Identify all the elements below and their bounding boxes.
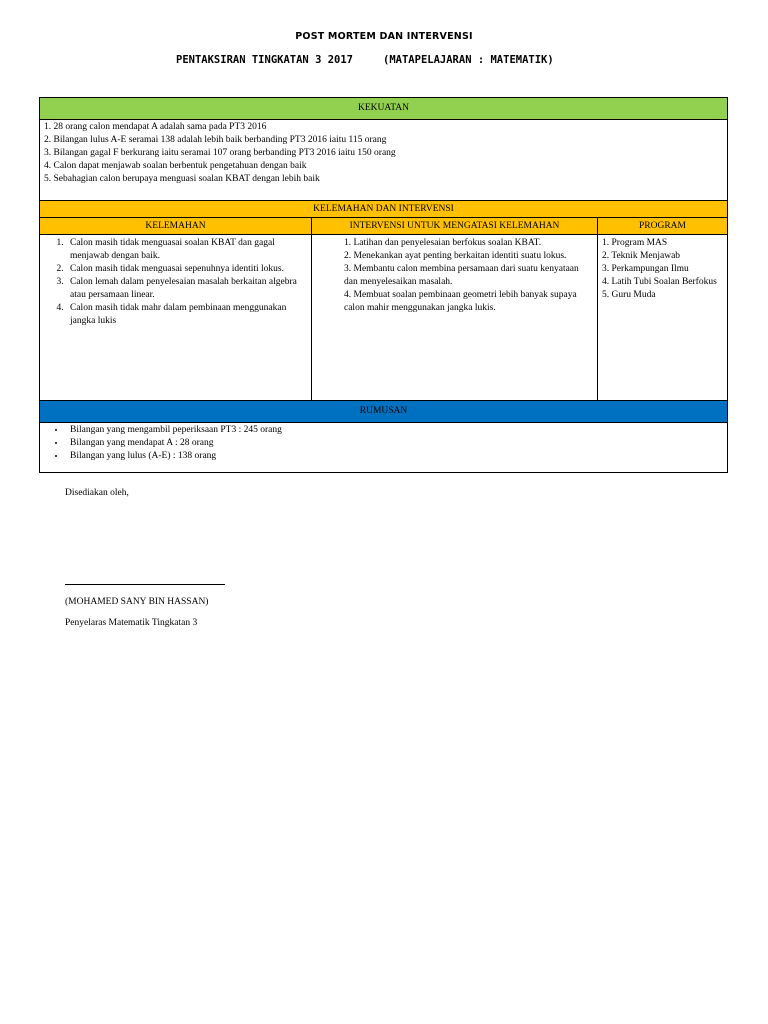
program-item: 2. Teknik Menjawab	[602, 251, 681, 261]
kekuatan-list	[40, 120, 728, 201]
rumusan-item: • Bilangan yang lulus (A-E) : 138 orang	[66, 450, 723, 463]
program-item: 3. Perkampungan Ilmu	[602, 264, 689, 274]
rumusan-list	[44, 424, 723, 463]
kelemahan-item: 1. Calon masih tidak menguasai soalan KBAT dan gagal menjawab dengan baik.	[66, 237, 307, 263]
rumusan-item: • Bilangan yang mengambil peperiksaan PT3 : 245 orang	[66, 424, 723, 437]
program-item: 1. Program MAS	[602, 238, 668, 248]
post-mortem-table	[39, 97, 728, 473]
intervensi-item: 4. Membuat soalan pembinaan geometri lebih banyak supaya calon mahir menggunakan jangka lukis.	[344, 290, 577, 313]
intervensi-item: 3. Membantu calon membina persamaan dari suatu kenyataan dan menyelesaikan masalah.	[344, 264, 579, 287]
kekuatan-item: 2. Bilangan lulus A-E seramai 138 adalah lebih baik berbanding PT3 2016 iaitu 115 orang	[44, 135, 387, 145]
kekuatan-item: 4. Calon dapat menjawab soalan berbentuk pengetahuan dengan baik	[44, 161, 307, 171]
rumusan-cell	[40, 423, 728, 473]
kekuatan-item: 1. 28 orang calon mendapat A adalah sama pada PT3 2016	[44, 122, 267, 132]
document-subtitle	[176, 54, 736, 66]
kelemahan-list	[44, 237, 307, 328]
intervensi-cell	[312, 235, 598, 401]
prepared-by-label: Disediakan oleh,	[65, 488, 129, 498]
kelemahan-item: 2. Calon masih tidak menguasai sepenuhnya identiti lokus.	[66, 263, 307, 276]
kelemahan-item: 3. Calon lemah dalam penyelesaian masalah berkaitan algebra atau persamaan linear.	[66, 276, 307, 302]
signature-line	[65, 584, 225, 585]
subtitle-subject: (MATAPELAJARAN : MATEMATIK)	[383, 54, 554, 66]
col-header-kelemahan: KELEMAHAN	[40, 218, 312, 235]
kelemahan-item: 4. Calon masih tidak mahr dalam pembinaan menggunakan jangka lukis	[66, 302, 307, 328]
program-item: 4. Latih Tubi Soalan Berfokus	[602, 277, 717, 287]
col-header-intervensi: INTERVENSI UNTUK MENGATASI KELEMAHAN	[312, 218, 598, 235]
program-item: 5. Guru Muda	[602, 290, 656, 300]
col-header-program: PROGRAM	[598, 218, 728, 235]
program-cell	[598, 235, 728, 401]
kekuatan-heading: KEKUATAN	[40, 98, 728, 120]
preparer-position: Penyelaras Matematik Tingkatan 3	[65, 618, 198, 628]
kekuatan-item: 3. Bilangan gagal F berkurang iaitu seramai 107 orang berbanding PT3 2016 iaitu 150 orang	[44, 148, 396, 158]
subtitle-exam: PENTAKSIRAN TINGKATAN 3 2017	[176, 54, 354, 66]
kelemahan-cell	[40, 235, 312, 401]
kekuatan-item: 5. Sebahagian calon berupaya menguasi soalan KBAT dengan lebih baik	[44, 174, 320, 184]
kelemahan-intervensi-heading: KELEMAHAN DAN INTERVENSI	[40, 201, 728, 218]
preparer-name: (MOHAMED SANY BIN HASSAN)	[65, 597, 209, 607]
intervensi-item: 2. Menekankan ayat penting berkaitan identiti suatu lokus.	[344, 251, 567, 261]
rumusan-item: • Bilangan yang mendapat A : 28 orang	[66, 437, 723, 450]
intervensi-item: 1. Latihan dan penyelesaian berfokus soalan KBAT.	[344, 238, 542, 248]
document-title: POST MORTEM DAN INTERVENSI	[295, 31, 473, 42]
rumusan-heading: RUMUSAN	[40, 401, 728, 423]
